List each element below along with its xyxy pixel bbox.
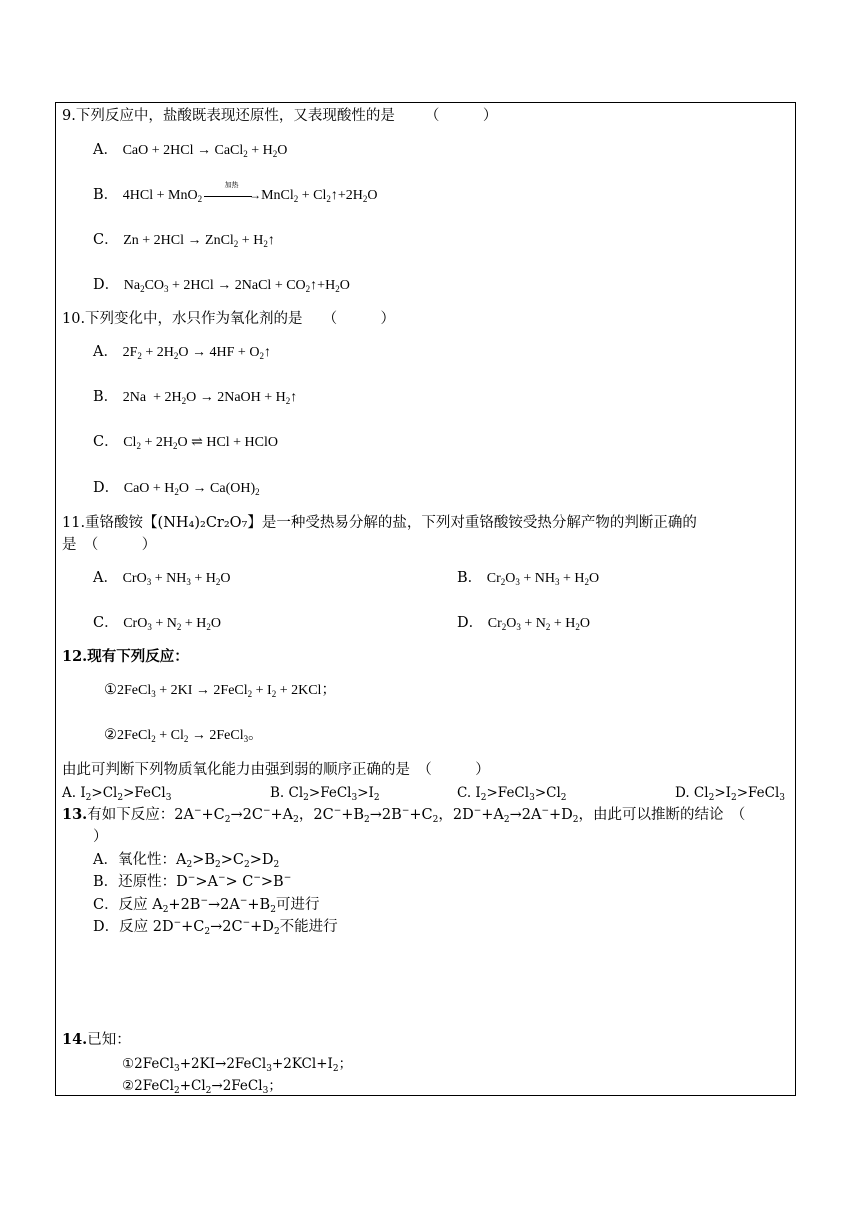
q12-option-c: C. $I_2>FeCl_3>Cl_2$ [457,785,567,803]
q9-option-c: C． Zn + 2HCl → ZnCl$_2$ + $H_2↑$ [93,232,275,249]
q9-option-b: B． 4HCl + MnO$_2$ 加热 → MnCl$_2$ + $Cl_2↑+2H_2O$ [93,180,378,204]
q11-option-a: A． $CrO_3 + NH_3 + H_2O$ [93,570,231,587]
q13-option-d: D．反应 $2D^-+C_2\to 2C^-+D_2$不能进行 [93,918,338,937]
question-box [55,102,796,1096]
q12-stem: 12.现有下列反应： [62,648,189,665]
q11-option-b: B． $Cr_2O_3 + NH_3 + H_2O$ [457,570,600,587]
q14-reaction-1: $①2FeCl_3+2KI\to 2FeCl_3+2KCl+I_2$； [122,1056,353,1074]
q13-option-c: C．反应 $A_2+2B^-\to 2A^-+B_2$可进行 [93,896,320,915]
q12-option-d: D. $Cl_2>I_2>FeCl_3$ [675,785,786,803]
q12-option-a: A. $I_2>Cl_2>FeCl_3$ [62,785,172,803]
q14-stem: 14.已知： [62,1031,131,1048]
q11-option-c: C． $CrO_3 + N_2 + H_2O$ [93,615,221,632]
q14-reaction-2: $②2FeCl_2+Cl_2\to 2FeCl_3$； [122,1078,282,1096]
heating-condition-arrow: 加热 → [204,189,259,203]
q12-reaction-2: ②2FeCl$_2$ + $Cl_2$ → 2FeCl$_3$。 [104,727,263,744]
q11-option-d: D． $Cr_2O_3 + N_2 + H_2O$ [457,615,591,632]
q13-option-a: A．氧化性：$A_2>B_2>C_2>D_2$ [93,852,280,870]
q11-stem-line-2: 是 （ ） [62,537,157,553]
q11-stem-line-1: 11.重铬酸铵【(NH₄)₂Cr₂O₇】是一种受热易分解的盐，下列对重铬酸铵受热分解产物的判断正确的 [62,515,697,531]
q9-option-d: D． $Na_2CO_3 + 2HCl$ → 2NaCl + $CO_2↑+H_2O$ [93,277,350,294]
q9-option-a: A． CaO + 2HCl → CaCl$_2$ + $H_2O$ [93,142,288,159]
q12-question: 由此可判断下列物质氧化能力由强到弱的顺序正确的是 （ ） [62,762,490,778]
q12-option-b: B. $Cl_2>FeCl_3>I_2$ [270,785,380,803]
q9-stem: 9.下列反应中，盐酸既表现还原性，又表现酸性的是 （ ） [62,108,498,124]
q10-option-c: C． $Cl_2 + 2H_2O$ ⇌ HCl + HClO [93,434,279,451]
q13-option-b: B．还原性：D−>A−> C−>B− [93,873,292,890]
q12-reaction-1: ①2FeCl$_3$ + 2KI → 2FeCl$_2$ + $I_2 + 2KCl$； [104,682,336,699]
q13-stem-close: ） [93,829,108,845]
q10-option-d: D． CaO + $H_2O \to Ca(OH)_2$ [93,480,260,497]
q10-stem: 10.下列变化中，水只作为氧化剂的是 （ ） [62,311,396,327]
q10-option-b: B． $2Na + 2H_2O$ → 2NaOH + $H_2↑$ [93,389,298,406]
q13-stem: 13.有如下反应：$2A^-+C_2\to 2C^-+A_2$，$2C^-+B_2\to 2B^-+C_2$，$2D^-+A_2\to 2A^-+D_2$，由此可以推断的结论 （ [62,806,746,825]
q10-option-a: A． $2F_2 + 2H_2O \to 4HF$ + $O_2↑$ [93,344,271,361]
